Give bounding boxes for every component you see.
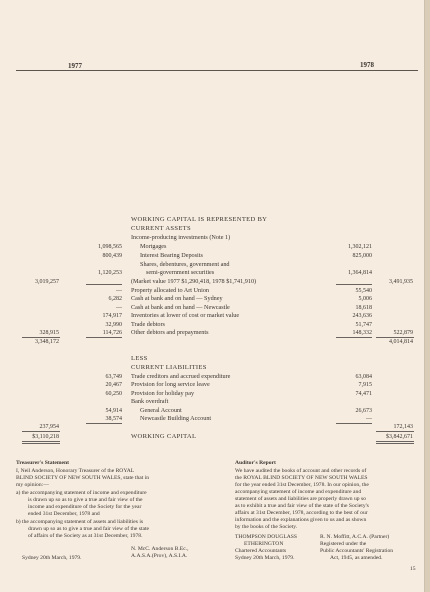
cash-newcastle-label: Cash at bank and on hand — Newcastle <box>131 304 230 311</box>
other-subtotal-1978: 522,879 <box>393 330 413 336</box>
subtotal-rule-1978 <box>336 284 372 285</box>
other-rule-1977 <box>86 337 122 338</box>
liabilities-rule-1978 <box>336 423 372 424</box>
holiday-pay-1978: 74,471 <box>355 391 372 397</box>
subtotal-rule-1977 <box>86 284 122 285</box>
auditor-line: information and the explanations given to us and as shown <box>235 517 367 523</box>
general-account-1977: 54,914 <box>105 408 122 414</box>
inventories-1978: 243,636 <box>352 313 372 319</box>
bank-overdraft-label: Bank overdraft <box>131 398 169 405</box>
other-subtotal-1977: 328,915 <box>39 330 59 336</box>
wc-rule-1978 <box>376 431 414 432</box>
property-label: Property allocated to Art Union <box>131 287 210 294</box>
year-1978-heading: 1978 <box>360 61 374 69</box>
shares-label: Shares, debentures, government and <box>140 261 230 268</box>
cash-newcastle-1977: — <box>116 305 122 311</box>
trade-debtors-1977: 32,990 <box>105 322 122 328</box>
treasurer-line: drawn up so as to give a true and fair view of the state <box>28 526 150 532</box>
cash-sydney-label: Cash at bank and on hand — Sydney <box>131 295 223 302</box>
holiday-pay-label: Provision for holiday pay <box>131 390 195 397</box>
trade-creditors-label: Trade creditors and accrued expenditure <box>131 373 231 380</box>
treasurer-line: of affairs of the Society as at 31st December, 1978. <box>28 533 143 539</box>
inventories-1977: 174,917 <box>102 313 122 319</box>
income-producing-label: Income-producing investments (Note 1) <box>131 234 231 241</box>
cash-newcastle-1978: 18,618 <box>355 305 372 311</box>
mortgages-label: Mortgages <box>140 243 167 250</box>
trade-debtors-1978: 51,747 <box>355 322 372 328</box>
auditor-line: affairs at 31st December, 1978, according to the best of our <box>235 510 368 516</box>
trade-debtors-label: Trade debtors <box>131 321 165 328</box>
auditor-line: statement of assets and liabilities are properly drawn up so <box>235 496 366 502</box>
newcastle-building-1977: 38,574 <box>105 416 122 422</box>
current-liabilities-heading: CURRENT LIABILITIES <box>131 364 207 371</box>
wc-rule-1977 <box>22 431 60 432</box>
newcastle-building-1978: — <box>366 416 372 422</box>
newcastle-building-label: Newcastle Building Account <box>140 415 212 422</box>
auditor-partner: Public Accountants' Registration <box>320 548 394 554</box>
treasurer-line: ended 31st December, 1978 and <box>28 511 100 517</box>
other-debtors-label: Other debtors and prepayments <box>131 329 209 336</box>
total-liabilities-1977: 237,954 <box>39 424 59 430</box>
less-heading: LESS <box>131 355 148 362</box>
header-rule <box>16 70 418 71</box>
auditor-line: the ROYAL BLIND SOCIETY OF NEW SOUTH WALES <box>235 475 368 481</box>
market-value-label: (Market value 1977 $1,290,418, 1978 $1,741,910) <box>131 278 257 285</box>
semi-gov-label: semi-government securities <box>146 269 215 276</box>
treasurer-date: Sydney 20th March, 1979. <box>22 555 82 561</box>
general-account-label: General Account <box>140 407 182 414</box>
treasurer-line: b) the accompanying statement of assets and liabilities is <box>16 519 144 525</box>
investments-subtotal-1978: 3,491,935 <box>389 279 413 285</box>
total-liabilities-1978: 172,143 <box>393 424 413 430</box>
holiday-pay-1977: 60,250 <box>105 391 122 397</box>
treasurer-signer: A.A.S.A.(Prov), A.S.I.A. <box>131 553 188 559</box>
auditor-partner: Act, 1945, as amended. <box>330 555 383 561</box>
auditor-heading: Auditor's Report <box>235 460 276 466</box>
wc-underline-1978-b <box>376 443 414 444</box>
investments-subtotal-1977: 3,019,257 <box>35 279 59 285</box>
trade-creditors-1978: 63,084 <box>355 374 372 380</box>
liabilities-rule-1977 <box>86 423 122 424</box>
working-capital-title: WORKING CAPITAL IS REPRESENTED BY <box>131 216 268 223</box>
inventories-label: Inventories at lower of cost or market value <box>131 312 240 319</box>
auditor-firm: Chartered Accountants <box>235 548 287 554</box>
treasurer-line: BLIND SOCIETY OF NEW SOUTH WALES, state that in <box>16 475 150 481</box>
year-1977-heading: 1977 <box>68 62 82 70</box>
working-capital-label: WORKING CAPITAL <box>131 433 197 440</box>
wc-underline-1977-b <box>22 443 60 444</box>
other-rule-1978 <box>336 337 372 338</box>
current-assets-heading: CURRENT ASSETS <box>131 225 191 232</box>
mortgages-1977: 1,098,565 <box>98 244 122 250</box>
cash-sydney-1978: 5,006 <box>358 296 372 302</box>
treasurer-line: is drawn up so as to give a true and fair view of the <box>28 497 143 503</box>
long-service-1977: 20,467 <box>105 382 122 388</box>
shares-1977: 1,120,253 <box>98 270 122 276</box>
total-assets-1978: 4,014,814 <box>389 339 413 345</box>
general-account-1978: 26,673 <box>355 408 372 414</box>
property-1978: 55,540 <box>355 288 372 294</box>
auditor-line: We have audited the books of account and other records of <box>235 468 367 474</box>
cash-sydney-1977: 6,282 <box>108 296 122 302</box>
treasurer-line: my opinion:— <box>16 482 49 488</box>
wc-underline-1977-a <box>22 441 60 442</box>
auditor-partner: Registered under the <box>320 541 367 547</box>
trade-creditors-1977: 63,749 <box>105 374 122 380</box>
auditor-line: for the year ended 31st December, 1978. In our opinion, the <box>235 482 369 488</box>
auditor-line: by the books of the Society. <box>235 524 298 530</box>
auditor-date: Sydney 20th March, 1979. <box>235 555 295 561</box>
treasurer-line: a) the accompanying statement of income and expenditure <box>16 490 147 496</box>
treasurer-signer: N. McC. Anderson B.Ec., <box>131 546 189 552</box>
auditor-line: accompanying statement of income and expenditure and <box>235 489 362 495</box>
interest-bearing-label: Interest Bearing Deposits <box>140 252 203 259</box>
working-capital-1978: $3,842,671 <box>386 434 413 440</box>
shares-1978: 1,364,814 <box>348 270 372 276</box>
interest-bearing-1978: 825,000 <box>352 253 372 259</box>
wc-underline-1978-a <box>376 441 414 442</box>
auditor-line: as to exhibit a true and fair view of the state of the Society's <box>235 503 369 509</box>
property-1977: — <box>116 288 122 294</box>
long-service-1978: 7,915 <box>358 382 372 388</box>
working-capital-1977: $3,110,218 <box>32 434 59 440</box>
treasurer-line: income and expenditure of the Society for the year <box>28 504 142 510</box>
auditor-partner: R. N. Moffitt, A.C.A. (Partner) <box>320 534 390 540</box>
auditor-firm: ETHERINGTON <box>244 541 284 547</box>
mortgages-1978: 1,302,121 <box>348 244 372 250</box>
total-assets-1977: 3,348,172 <box>35 339 59 345</box>
treasurer-line: I, Neil Anderson, Honorary Treasurer of the ROYAL <box>16 468 135 474</box>
auditor-firm: THOMPSON DOUGLASS <box>235 534 298 540</box>
interest-bearing-1977: 800,439 <box>102 253 122 259</box>
other-debtors-1978: 148,332 <box>352 330 372 336</box>
treasurer-heading: Treasurer's Statement <box>16 460 69 466</box>
page-number: 15 <box>410 566 416 572</box>
long-service-label: Provision for long service leave <box>131 381 210 388</box>
other-debtors-1977: 114,726 <box>102 330 122 336</box>
